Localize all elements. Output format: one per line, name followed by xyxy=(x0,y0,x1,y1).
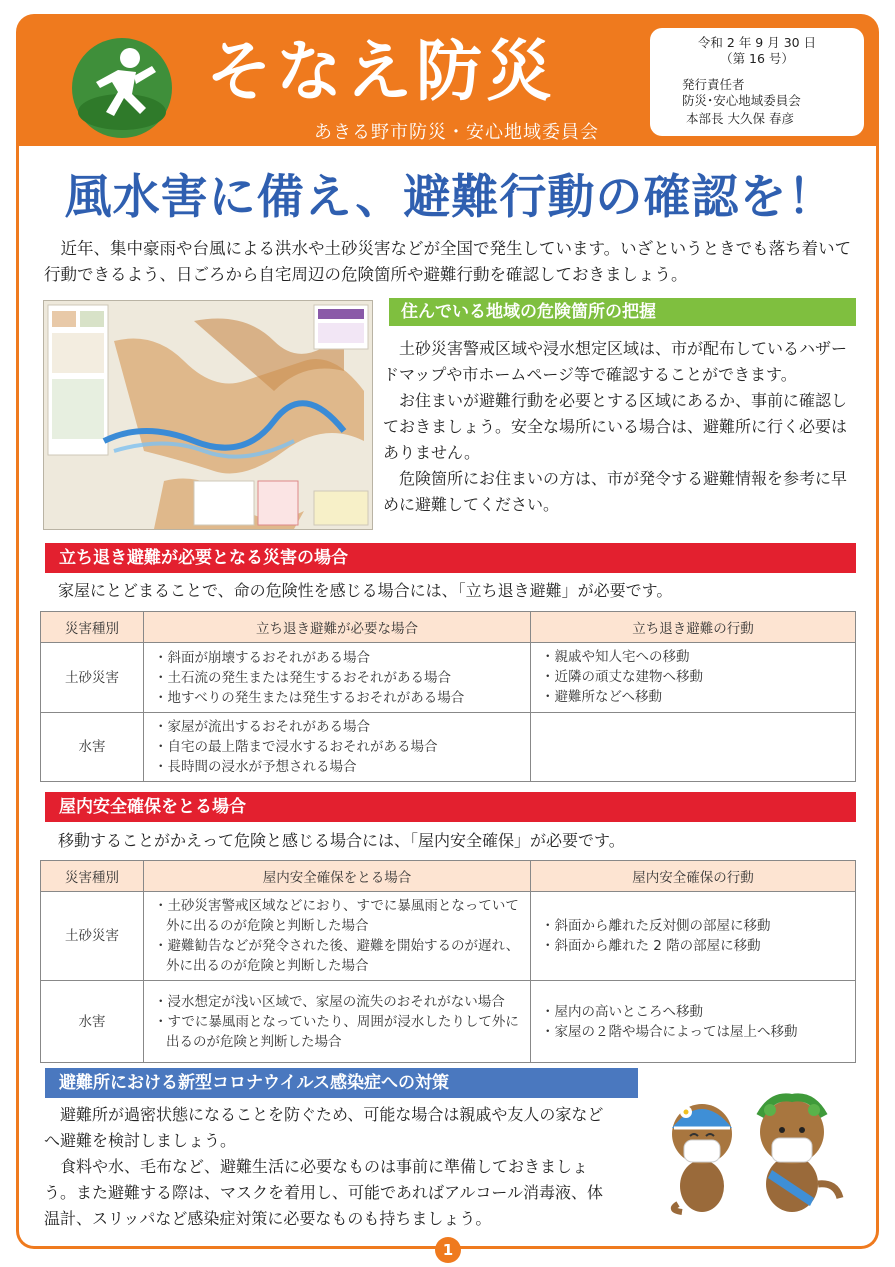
covid-paragraph: 食料や水、毛布など、避難生活に必要なものは事前に準備しておきましょう。また避難する際は、マスクを着用し、可能であればアルコール消毒液、体温計、スリッパなど感染症対策に必要なものも持ちましょう。 xyxy=(44,1157,604,1228)
cases-cell xyxy=(144,892,531,981)
intro-paragraph: 近年、集中豪雨や台風による洪水や土砂災害などが全国で発生しています。いざというときでも落ち着いて行動できるよう、日ごろから自宅周辺の危険箇所や避難行動を確認しておきましょう。 xyxy=(44,239,852,284)
disaster-kind: 水害 xyxy=(41,713,144,782)
issue-number: （第 16 号） xyxy=(720,51,794,66)
list-item: ・親戚や知人宅への移動 xyxy=(541,649,690,665)
column-header: 屋内安全確保をとる場合 xyxy=(144,861,531,892)
cases-cell xyxy=(144,643,531,713)
evacuation-runner-logo-icon xyxy=(70,36,174,140)
column-header: 災害種別 xyxy=(41,612,144,643)
evacuation-table xyxy=(40,611,856,782)
danger-paragraph: 危険箇所にお住まいの方は、市が発令する避難情報を参考に早めに避難してください。 xyxy=(383,469,848,514)
table-row xyxy=(41,981,856,1063)
list-item: ・避難勧告などが発令された後、避難を開始するのが遅れ、外に出るのが危険と判断した場合 xyxy=(154,938,520,974)
list-item: ・屋内の高いところへ移動 xyxy=(541,1003,703,1020)
list-item: ・家屋の２階や場合によっては屋上へ移動 xyxy=(541,1023,798,1040)
evacuation-lead: 家屋にとどまることで、命の危険性を感じる場合には、「立ち退き避難」が必要です。 xyxy=(58,581,673,600)
table-row xyxy=(41,892,856,981)
table-row xyxy=(41,643,856,713)
covid-measures-text xyxy=(44,1102,610,1232)
cases-cell xyxy=(144,713,531,782)
page-headline: 風水害に備え、避難行動の確認を！ xyxy=(64,170,836,225)
actions-cell xyxy=(531,981,856,1063)
indoor-safety-lead: 移動することがかえって危険と感じる場合には、「屋内安全確保」が必要です。 xyxy=(58,831,625,850)
list-item: ・自宅の最上階まで浸水するおそれがある場合 xyxy=(154,739,438,755)
actions-cell xyxy=(531,892,856,981)
list-item: ・斜面が崩壊するおそれがある場合 xyxy=(154,649,370,666)
newsletter-subtitle: あきる野市防災・安心地域委員会 xyxy=(314,122,599,143)
actions-cell xyxy=(531,713,856,782)
indoor-safety-table xyxy=(40,860,856,1063)
publisher-org: 防災･安心地域委員会 xyxy=(682,93,801,108)
newsletter-title: そなえ防災 xyxy=(206,33,556,110)
mascot-characters-illustration xyxy=(660,1086,850,1216)
column-header: 立ち退き避難が必要な場合 xyxy=(144,612,531,643)
covid-measures-heading: 避難所における新型コロナウイルス感染症への対策 xyxy=(40,1068,638,1098)
table-row xyxy=(41,713,856,782)
list-item: ・長時間の浸水が予想される場合 xyxy=(154,759,357,775)
right-mascot xyxy=(760,1097,840,1212)
column-header: 災害種別 xyxy=(41,861,144,892)
list-item: ・すでに暴風雨となっていたり、周囲が浸水したりして外に出るのが危険と判断した場合 xyxy=(154,1013,519,1050)
hazard-map-image xyxy=(43,300,373,530)
column-header: 立ち退き避難の行動 xyxy=(531,612,856,643)
cases-cell xyxy=(144,981,531,1063)
list-item: ・家屋が流出するおそれがある場合 xyxy=(154,719,370,735)
disaster-kind: 水害 xyxy=(41,981,144,1063)
danger-area-heading: 住んでいる地域の危険箇所の把握 xyxy=(383,298,856,326)
table-header-row xyxy=(41,861,856,892)
publisher-person: 本部長 大久保 春彦 xyxy=(686,111,794,126)
list-item: ・斜面から離れた反対側の部屋に移動 xyxy=(541,918,771,934)
covid-paragraph: 避難所が過密状態になることを防ぐため、可能な場合は親戚や友人の家などへ避難を検討しましょう。 xyxy=(44,1105,604,1150)
publisher-label: 発行責任者 xyxy=(682,77,745,92)
page-number: 1 xyxy=(435,1237,461,1263)
left-mascot xyxy=(672,1104,732,1212)
list-item: ・近隣の頑丈な建物へ移動 xyxy=(541,669,703,685)
issue-info-box xyxy=(650,28,864,136)
list-item: ・斜面から離れた 2 階の部屋に移動 xyxy=(541,938,761,954)
evacuation-heading: 立ち退き避難が必要となる災害の場合 xyxy=(40,543,856,573)
list-item: ・浸水想定が浅い区域で、家屋の流失のおそれがない場合 xyxy=(154,993,505,1010)
indoor-safety-heading: 屋内安全確保をとる場合 xyxy=(40,792,856,822)
list-item: ・土石流の発生または発生するおそれがある場合 xyxy=(154,669,451,686)
table-header-row xyxy=(41,612,856,643)
danger-paragraph: お住まいが避難行動を必要とする区域にあるか、事前に確認しておきましょう。安全な場所にいる場合は、避難所に行く必要はありません。 xyxy=(383,391,848,462)
list-item: ・土砂災害警戒区域などにおり、すでに暴風雨となっていて外に出るのが危険と判断した場合 xyxy=(154,898,519,934)
list-item: ・地すべりの発生または発生するおそれがある場合 xyxy=(154,689,465,706)
danger-paragraph: 土砂災害警戒区域や浸水想定区域は、市が配布しているハザードマップや市ホームページ等で確認することができます。 xyxy=(383,339,848,384)
disaster-kind: 土砂災害 xyxy=(41,892,144,981)
list-item: ・避難所などへ移動 xyxy=(541,689,662,705)
danger-area-text xyxy=(383,336,858,518)
issue-date: 令和 2 年 9 月 30 日 xyxy=(697,35,817,50)
column-header: 屋内安全確保の行動 xyxy=(531,861,856,892)
disaster-kind: 土砂災害 xyxy=(41,643,144,713)
actions-cell xyxy=(531,643,856,713)
